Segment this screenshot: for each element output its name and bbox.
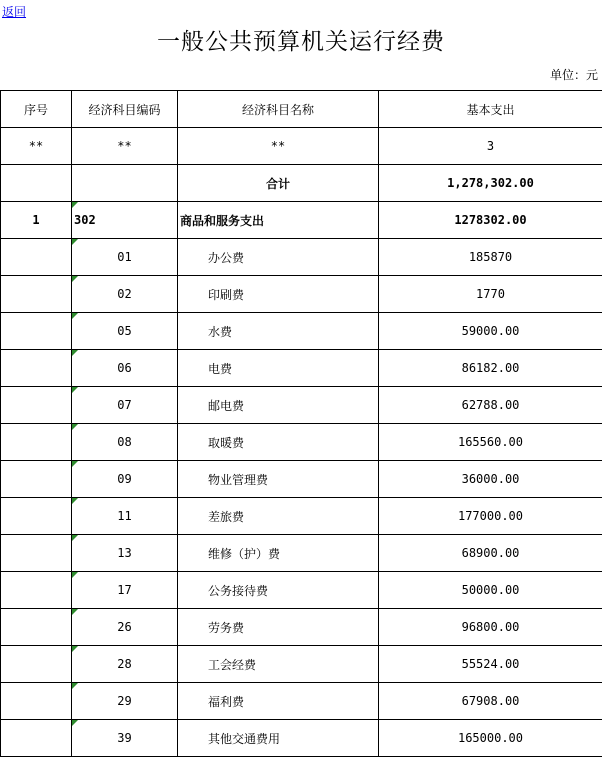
- row-amount: 165000.00: [379, 720, 602, 757]
- row-seq-cell: [1, 387, 72, 424]
- table-row: [1, 350, 602, 387]
- budget-table: [0, 90, 602, 757]
- row-name: 邮电费: [178, 387, 379, 424]
- row-seq-cell: [1, 461, 72, 498]
- category-amount: 1278302.00: [379, 202, 602, 239]
- row-code: 07: [72, 387, 178, 424]
- row-name: 劳务费: [178, 609, 379, 646]
- table-row: [1, 313, 602, 350]
- category-code: 302: [72, 202, 178, 239]
- row-seq-cell: [1, 609, 72, 646]
- placeholder-name: **: [178, 128, 379, 165]
- placeholder-amount: 3: [379, 128, 602, 165]
- table-row: [1, 720, 602, 757]
- row-name: 办公费: [178, 239, 379, 276]
- table-row: [1, 387, 602, 424]
- row-amount: 96800.00: [379, 609, 602, 646]
- unit-label: 单位：元: [549, 68, 598, 82]
- row-code: 01: [72, 239, 178, 276]
- row-code: 39: [72, 720, 178, 757]
- row-name: 电费: [178, 350, 379, 387]
- table-row: [1, 609, 602, 646]
- row-code: 06: [72, 350, 178, 387]
- header-seq: 序号: [1, 91, 72, 128]
- row-name: 水费: [178, 313, 379, 350]
- row-seq-cell: [1, 239, 72, 276]
- row-seq-cell: [1, 720, 72, 757]
- row-amount: 177000.00: [379, 498, 602, 535]
- row-name: 印刷费: [178, 276, 379, 313]
- row-name: 公务接待费: [178, 572, 379, 609]
- table-row: [1, 498, 602, 535]
- row-name: 福利费: [178, 683, 379, 720]
- page-title: 一般公共预算机关运行经费: [157, 29, 445, 55]
- row-code: 05: [72, 313, 178, 350]
- category-seq: 1: [1, 202, 72, 239]
- placeholder-code: **: [72, 128, 178, 165]
- table-row: [1, 424, 602, 461]
- row-amount: 165560.00: [379, 424, 602, 461]
- header-code: 经济科目编码: [72, 91, 178, 128]
- category-row: [1, 202, 602, 239]
- row-code: 26: [72, 609, 178, 646]
- category-name: 商品和服务支出: [178, 202, 379, 239]
- row-seq-cell: [1, 535, 72, 572]
- header-amount: 基本支出: [379, 91, 602, 128]
- total-row: [1, 165, 602, 202]
- placeholder-row: [1, 128, 602, 165]
- row-amount: 59000.00: [379, 313, 602, 350]
- row-seq-cell: [1, 313, 72, 350]
- row-code: 13: [72, 535, 178, 572]
- row-name: 物业管理费: [178, 461, 379, 498]
- row-code: 28: [72, 646, 178, 683]
- table-row: [1, 276, 602, 313]
- table-row: [1, 461, 602, 498]
- row-name: 维修（护）费: [178, 535, 379, 572]
- row-name: 取暖费: [178, 424, 379, 461]
- back-link[interactable]: 返回: [2, 5, 27, 19]
- row-amount: 1770: [379, 276, 602, 313]
- row-amount: 36000.00: [379, 461, 602, 498]
- row-code: 08: [72, 424, 178, 461]
- row-name: 工会经费: [178, 646, 379, 683]
- row-amount: 68900.00: [379, 535, 602, 572]
- row-code: 29: [72, 683, 178, 720]
- row-amount: 50000.00: [379, 572, 602, 609]
- row-seq-cell: [1, 683, 72, 720]
- total-seq-cell: [1, 165, 72, 202]
- row-code: 09: [72, 461, 178, 498]
- row-code: 11: [72, 498, 178, 535]
- row-name: 差旅费: [178, 498, 379, 535]
- row-amount: 86182.00: [379, 350, 602, 387]
- row-code: 17: [72, 572, 178, 609]
- row-amount: 62788.00: [379, 387, 602, 424]
- row-code: 02: [72, 276, 178, 313]
- header-name: 经济科目名称: [178, 91, 379, 128]
- row-name: 其他交通费用: [178, 720, 379, 757]
- table-row: [1, 572, 602, 609]
- row-seq-cell: [1, 498, 72, 535]
- row-seq-cell: [1, 572, 72, 609]
- row-amount: 67908.00: [379, 683, 602, 720]
- header-row: [1, 91, 602, 128]
- table-row: [1, 535, 602, 572]
- row-seq-cell: [1, 350, 72, 387]
- table-row: [1, 239, 602, 276]
- table-row: [1, 683, 602, 720]
- row-amount: 185870: [379, 239, 602, 276]
- total-label: 合计: [178, 165, 379, 202]
- row-seq-cell: [1, 276, 72, 313]
- total-amount: 1,278,302.00: [379, 165, 602, 202]
- row-seq-cell: [1, 646, 72, 683]
- table-row: [1, 646, 602, 683]
- total-code-cell: [72, 165, 178, 202]
- placeholder-seq: **: [1, 128, 72, 165]
- row-seq-cell: [1, 424, 72, 461]
- row-amount: 55524.00: [379, 646, 602, 683]
